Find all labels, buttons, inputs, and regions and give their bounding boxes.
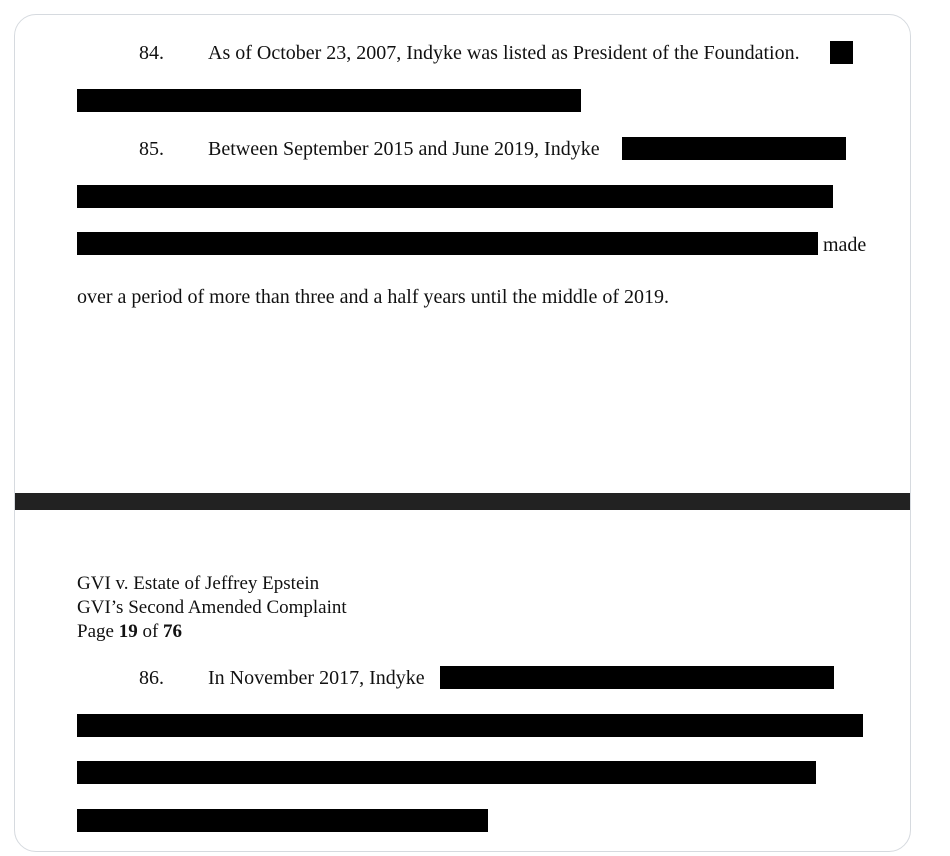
redaction-block <box>77 761 816 784</box>
paragraph-85-text-made: made <box>823 234 867 256</box>
page-total: 76 <box>163 621 183 642</box>
redaction-block <box>830 41 853 64</box>
paragraph-85-last-line: over a period of more than three and a half years until the middle of 2019. <box>77 286 670 308</box>
redaction-block <box>77 185 833 208</box>
redaction-block <box>77 89 581 112</box>
document-card <box>14 14 911 852</box>
paragraph-85-text-start: Between September 2015 and June 2019, Indyke <box>208 138 600 160</box>
paragraph-85-number: 85. <box>139 138 164 160</box>
redaction-block <box>77 232 818 255</box>
page-break-divider <box>15 493 910 510</box>
page-indicator <box>77 620 182 643</box>
case-title: GVI v. Estate of Jeffrey Epstein <box>77 573 320 594</box>
redaction-block <box>77 809 488 832</box>
filing-title: GVI’s Second Amended Complaint <box>77 597 347 618</box>
paragraph-86-number: 86. <box>139 667 164 689</box>
paragraph-84-text: As of October 23, 2007, Indyke was listed as President of the Foundation. <box>208 42 800 64</box>
page-of: of <box>142 621 159 642</box>
paragraph-86-text-start: In November 2017, Indyke <box>208 667 425 689</box>
redaction-block <box>77 714 863 737</box>
redaction-block <box>622 137 846 160</box>
page-number: 19 <box>118 621 138 642</box>
page-label: Page <box>77 621 114 642</box>
paragraph-84-number: 84. <box>139 42 164 64</box>
redaction-block <box>440 666 834 689</box>
